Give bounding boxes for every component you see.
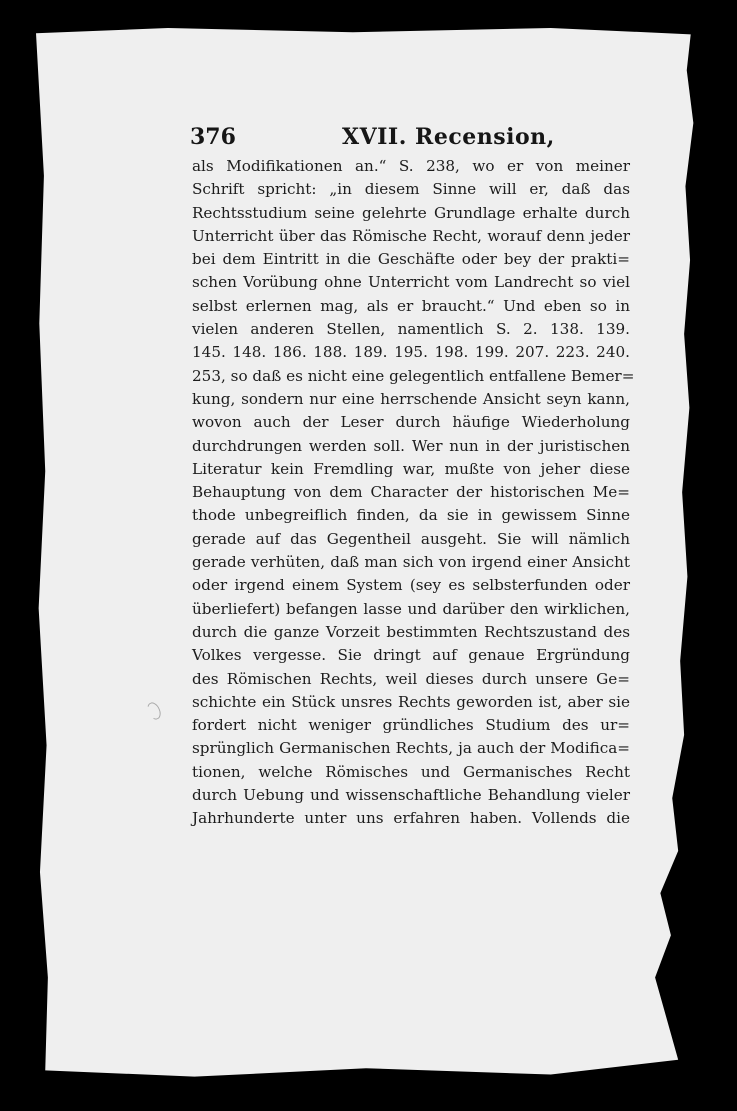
text-line: bei dem Eintritt in die Geschäfte oder bey der prakti=	[192, 250, 630, 269]
text-line: gerade verhüten, daß man sich von irgend einer Ansicht	[192, 553, 630, 572]
text-line: Behauptung von dem Character der historischen Me=	[192, 483, 630, 502]
text-line: schen Vorübung ohne Unterricht vom Landrecht so viel	[192, 273, 630, 292]
text-line: vielen anderen Stellen, namentlich S. 2. 138. 139.	[192, 320, 630, 339]
text-line: Jahrhunderte unter uns erfahren haben. Vollends die	[192, 809, 630, 828]
text-line: tionen, welche Römisches und Germanisches Recht	[192, 762, 630, 781]
text-line: wovon auch der Leser durch häufige Wiederholung	[192, 413, 630, 432]
text-line: Schrift spricht: „in diesem Sinne will er, daß das	[192, 180, 630, 199]
text-line: oder irgend einem System (sey es selbsterfunden oder	[192, 576, 630, 595]
text-line: 145. 148. 186. 188. 189. 195. 198. 199. 207. 223. 240.	[192, 343, 630, 362]
text-line: Rechtsstudium seine gelehrte Grundlage erhalte durch	[192, 203, 630, 222]
text-line: als Modifikationen an.“ S. 238, wo er von meiner	[192, 157, 630, 175]
text-line: kung, sondern nur eine herrschende Ansicht seyn kann,	[192, 389, 630, 408]
text-line: durch die ganze Vorzeit bestimmten Rechtszustand des	[192, 622, 630, 641]
text-line: überliefert) befangen lasse und darüber den wirklichen,	[192, 599, 630, 618]
text-line: durch Uebung und wissenschaftliche Behandlung vieler	[192, 786, 630, 805]
body-text	[192, 155, 635, 831]
text-line: durchdrungen werden soll. Wer nun in der juristischen	[192, 436, 630, 455]
text-line: sprünglich Germanischen Rechts, ja auch der Modifica=	[192, 739, 630, 758]
text-line: Unterricht über das Römische Recht, worauf denn jeder	[192, 226, 630, 245]
text-line: 253, so daß es nicht eine gelegentlich entfallene Bemer=	[192, 366, 635, 385]
text-line: thode unbegreiflich finden, da sie in gewissem Sinne	[192, 506, 630, 525]
text-line: Literatur kein Fremdling war, mußte von jeher diese	[192, 459, 630, 478]
text-line: schichte ein Stück unsres Rechts geworden ist, aber sie	[192, 692, 630, 711]
page-number: 376	[190, 124, 236, 150]
text-line: selbst erlernen mag, als er braucht.“ Und eben so in	[192, 296, 630, 315]
text-line: gerade auf das Gegentheil ausgeht. Sie will nämlich	[192, 529, 630, 548]
text-line: des Römischen Rechts, weil dieses durch unsere Ge=	[192, 669, 630, 688]
text-line: Volkes vergesse. Sie dringt auf genaue Ergründung	[192, 646, 630, 665]
running-title: XVII. Recension,	[342, 124, 555, 150]
text-line: fordert nicht weniger gründliches Studium des ur=	[192, 716, 630, 735]
